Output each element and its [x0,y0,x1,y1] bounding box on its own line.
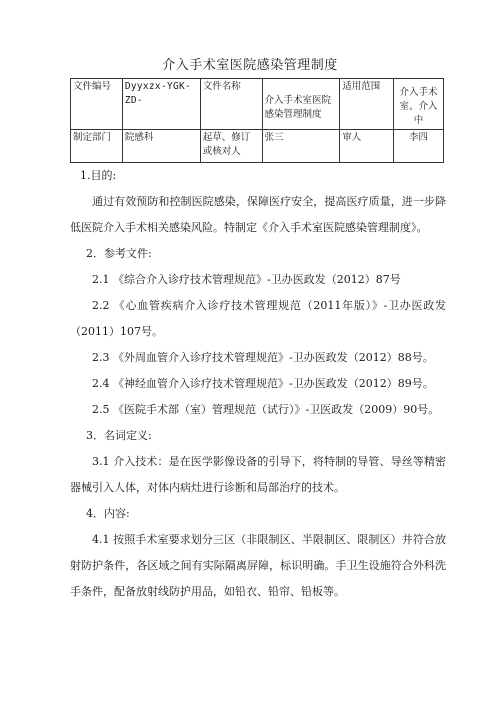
doc-name-label: 文件名称 [200,79,262,130]
scope-value: 介入手术室、介入中 [394,79,444,130]
dept-value: 院感科 [122,130,200,163]
scope-label: 适用范围 [340,79,394,130]
section-3-heading: 3．名词定义: [86,429,152,442]
drafter-value: 张三 [262,130,340,163]
reference-2-3: 2.3 《外周血管介入诊疗技术管理规范》-卫办医政发（2012）88号。 [92,351,434,364]
reference-2-1: 2.1 《综合介入诊疗技术管理规范》-卫办医政发（2012）87号 [92,273,401,286]
reviewer-label: 审人 [340,130,394,163]
document-info-table [70,78,444,163]
doc-number-label: 文件编号 [71,79,123,130]
definition-3-1: 3.1 介入技术：是在医学影像设备的引导下，将特制的导管、导丝等精密器械引入人体，对体内病灶进行诊断和局部治疗的技术。 [70,455,446,494]
info-row-1 [71,79,444,130]
doc-number-value: Dyyxzx-YGK-ZD- [122,79,200,130]
section-4-heading: 4．内容: [86,507,130,520]
section-1-heading: 1.目的: [80,169,117,182]
reference-2-2: 2.2 《心血管疾病介入诊疗技术管理规范（2011年版）》-卫办医政发（2011）107号。 [70,299,446,338]
doc-name-value: 介入手术室医院感染管理制度 [262,79,340,130]
reference-2-5: 2.5 《医院手术部（室）管理规范（试行）》-卫医政发（2009）90号。 [92,403,440,416]
section-1-text: 通过有效预防和控制医院感染，保障医疗安全，提高医疗质量，进一步降低医院介入手术相关感染风险。特制定《介入手术室医院感染管理制度》。 [70,195,446,234]
content-4-1: 4.1 按照手术室要求划分三区（非限制区、半限制区、限制区）并符合放射防护条件，各区域之间有实际隔离屏障，标识明确。手卫生设施符合外科洗手条件，配备放射线防护用品，如铅衣、铅帘、铅板等。 [70,533,446,598]
drafter-label: 起草、修订或核对人 [200,130,262,163]
info-row-2 [71,130,444,163]
reviewer-value: 李四 [394,130,444,163]
dept-label: 制定部门 [71,130,123,163]
section-2-heading: 2．参考文件: [86,247,152,260]
document-title: 介入手术室医院感染管理制度 [162,58,338,73]
document-body [70,163,446,605]
reference-2-4: 2.4 《神经血管介入诊疗技术管理规范》-卫办医政发（2012）89号。 [92,377,434,390]
